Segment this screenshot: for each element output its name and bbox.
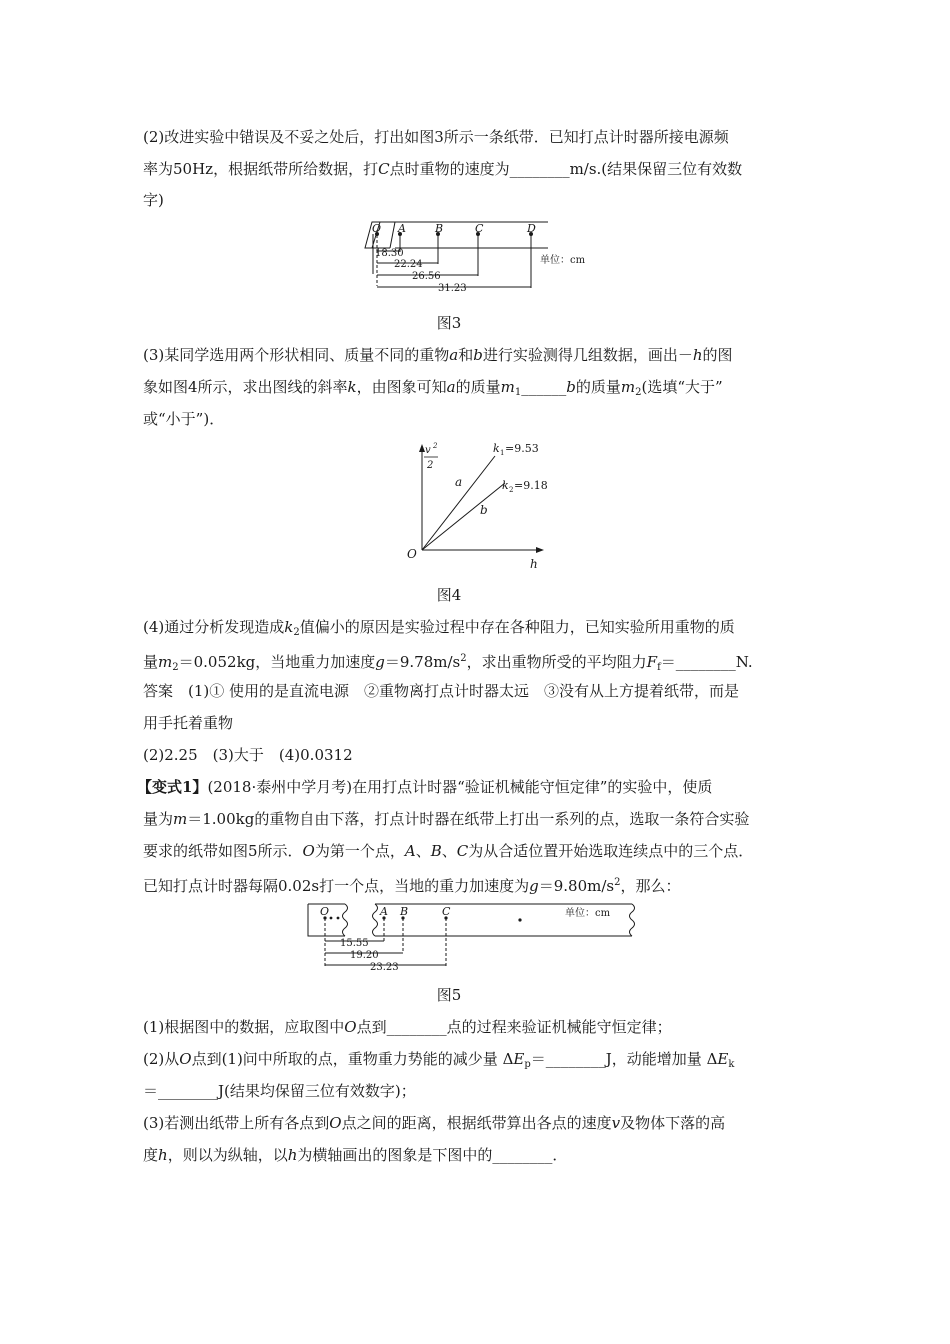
fig4-line-a: a [455, 475, 463, 489]
fig4-k1-sub: 1 [500, 449, 505, 457]
v1-t10: ，则以为纵轴，以 [167, 1146, 288, 1164]
q2-line2 [143, 159, 742, 179]
q3-line2: 象如图4所示，求出图线的斜率k，由图象可知a的质量$m_1\_\_\_\_\_\_b$的质量$m_2$(选填“大于” [143, 378, 723, 398]
variant-line3 [143, 841, 753, 861]
q4-t7: ＝________N. [660, 653, 753, 671]
fig4-y-num: v [425, 445, 431, 456]
fig4-y-den: 2 [427, 460, 434, 471]
fig5-dist-b: 19.20 [350, 950, 379, 961]
fig4-x-label: h [530, 557, 538, 571]
fig4-k2: k [502, 479, 509, 492]
v1-v: v [611, 1114, 621, 1132]
q4-t5: ＝9.78m/s [384, 653, 461, 671]
v1-line3: ＝________J(结果均保留三位有效数字)； [143, 1082, 416, 1100]
fig3-dist-d: 31.23 [438, 283, 467, 294]
fig3-label-d: D [527, 222, 536, 235]
fig3-dist-b: 22.24 [394, 259, 423, 270]
variant-t1: (2018·泰州中学月考)在用打点计时器“验证机械能守恒定律”的实验中，使质 [207, 778, 713, 796]
variant-t3: ＝1.00kg的重物自由下落，打点计时器在纸带上打出一系列的点，选取一条符合实验 [187, 810, 750, 828]
v1-o2: O [179, 1050, 192, 1068]
variant-t4: 要求的纸带如图5所示． [143, 842, 303, 860]
q2-text: 率为50Hz，根据纸带所给数据，打 [143, 160, 379, 178]
variant-line2 [143, 809, 749, 829]
fig4-caption: 图4 [436, 586, 462, 604]
v1-t7: 点之间的距离，根据纸带算出各点的速度 [341, 1114, 612, 1132]
variant-t9: ，那么： [620, 877, 681, 895]
variant-o: O [302, 842, 315, 860]
q2-line1: (2)改进实验中错误及不妥之处后，打出如图3所示一条纸带．已知打点计时器所接电源频 [143, 128, 729, 146]
q3-blank: ______ [521, 378, 567, 396]
v1-t2: 点到________点的过程来验证机械能守恒定律； [356, 1018, 672, 1036]
v1-o3: O [329, 1114, 342, 1132]
q4-m2: m [158, 653, 173, 671]
q3-t1: (3)某同学选用两个形状相同、质量不同的重物 [143, 346, 450, 364]
v1-t9: 度 [143, 1146, 159, 1164]
v1-line4 [143, 1113, 725, 1133]
q3-b: b [473, 346, 483, 364]
fig4-origin: O [407, 547, 417, 561]
q3-m1: m [500, 378, 515, 396]
fig5-dist-a: 15.55 [340, 938, 369, 949]
q3-line1 [143, 345, 733, 365]
answer-line3: (2)2.25 (3)大于 (4)0.0312 [143, 746, 353, 764]
q3-t9: (选填“大于” [641, 378, 723, 396]
q2-line3: 字) [143, 191, 164, 209]
fig3-label-b: B [435, 222, 444, 235]
q3-m2: m [620, 378, 636, 396]
fig3-label-o: O [372, 222, 382, 235]
q3-k: k [347, 378, 357, 396]
fig5-dist-c: 23.23 [370, 962, 399, 973]
variant-sep2: 、 [441, 842, 457, 860]
q4-line1: (4)通过分析发现造成$k_2$值偏小的原因是实验过程中存在各种阻力，已知实验所用重物的质 [143, 618, 735, 638]
q3-a2: a [446, 378, 456, 396]
figure-3 [0, 218, 950, 308]
fig5-unit: 单位：cm [565, 908, 611, 919]
v1-o: O [344, 1018, 357, 1036]
q3-t6: ，由图象可知 [356, 378, 447, 396]
variant-t5: 为第一个点， [314, 842, 405, 860]
fig3-dist-a: 18.30 [375, 248, 404, 259]
variant-t6: 为从合适位置开始选取连续点中的三个点． [468, 842, 754, 860]
fig5-dot-1 [330, 917, 333, 920]
fig4-k2-sub: 2 [509, 486, 514, 494]
variant-line1 [137, 777, 712, 797]
q4-g: g [375, 653, 385, 671]
answer-line2: 用手托着重物 [143, 714, 234, 732]
fig4-y-sup: 2 [433, 442, 438, 450]
figure-5 [0, 898, 950, 978]
v1-ek: E [717, 1050, 729, 1068]
q3-t7: 的质量 [455, 378, 501, 396]
q3-a: a [449, 346, 459, 364]
fig4-line-b: b [480, 503, 488, 517]
q3-line3: 或“小于”)． [143, 410, 225, 428]
answer-line1: 答案 (1)① 使用的是直流电源 ②重物离打点计时器太远 ③没有从上方提着纸带，而是 [143, 682, 740, 700]
v1-h: h [158, 1146, 168, 1164]
q4-t3: 量 [143, 653, 159, 671]
figure-4 [0, 438, 950, 578]
q3-t5: 象如图4所示，求出图线的斜率 [143, 378, 348, 396]
v1-t3: (2)从 [143, 1050, 180, 1068]
q4-t2: 值偏小的原因是实验过程中存在各种阻力，已知实验所用重物的质 [299, 618, 735, 636]
v1-t1: (1)根据图中的数据，应取图中 [143, 1018, 345, 1036]
v1-t4: 点到(1)问中所取的点，重物重力势能的减少量 Δ [191, 1050, 514, 1068]
v1-line1 [143, 1017, 672, 1037]
v1-line2: (2)从O点到(1)问中所取的点，重物重力势能的减少量 $\Delta E_p=\_\_\_\_\_\_\_\_J$，动能增加量 $\Delta E_k$ [143, 1050, 735, 1070]
fig3-caption: 图3 [436, 314, 462, 332]
v1-t11: 为横轴画出的图象是下图中的________． [297, 1146, 568, 1164]
fig5-label-a: A [380, 905, 388, 918]
v1-t5: ＝________J，动能增加量 Δ [530, 1050, 718, 1068]
q4-ff: F [646, 653, 658, 671]
q2-text-b: 点时重物的速度为________m/s.(结果保留三位有效数 [389, 160, 743, 178]
fig5-label-b: B [400, 905, 409, 918]
fig5-label-o: O [320, 905, 330, 918]
variant-line4: 已知打点计时器每隔0.02s打一个点，当地的重力加速度为$g=9.80m/s^2$，那么： [143, 877, 681, 895]
variant-c: C [456, 842, 469, 860]
v1-ep: E [513, 1050, 525, 1068]
fig5-dot-e [518, 918, 521, 921]
q3-t8: 的质量 [575, 378, 621, 396]
fig4-k2-value: =9.18 [514, 479, 548, 492]
fig3-dist-c: 26.56 [412, 271, 441, 282]
v1-h2: h [287, 1146, 298, 1164]
q4-k2: k [284, 618, 294, 636]
q3-t4: 的图 [702, 346, 733, 364]
q2-point: C [378, 160, 390, 178]
q3-b2: b [566, 378, 576, 396]
q4-t6: ，求出重物所受的平均阻力 [466, 653, 647, 671]
fig3-unit: 单位：cm [540, 255, 586, 266]
fig3-label-c: C [475, 222, 484, 235]
variant-t2: 量为 [143, 810, 174, 828]
q4-t1: (4)通过分析发现造成 [143, 618, 285, 636]
fig4-k1: k [493, 442, 500, 455]
variant-g: g [529, 877, 539, 895]
variant-m: m [173, 810, 188, 828]
variant-tag: 【变式1】 [137, 778, 208, 796]
q3-t3: 进行实验测得几组数据，画出－ [482, 346, 693, 364]
q3-t2: 和 [458, 346, 474, 364]
variant-t7: 已知打点计时器每隔0.02s打一个点，当地的重力加速度为 [143, 877, 530, 895]
q4-line2: 量$m_2=0.052kg$，当地重力加速度$g=9.78m/s^2$，求出重物所受的平均阻力$F_f=\_\_\_\_\_\_\_\_N$. [143, 653, 753, 673]
fig5-caption: 图5 [436, 986, 462, 1004]
v1-line5 [143, 1145, 567, 1165]
v1-t8: 及物体下落的高 [620, 1114, 726, 1132]
fig3-label-a: A [398, 222, 406, 235]
q4-t4: ＝0.052kg，当地重力加速度 [178, 653, 376, 671]
q3-h: h [692, 346, 703, 364]
fig5-dot-2 [337, 917, 340, 920]
variant-a: A [404, 842, 416, 860]
variant-sep1: 、 [415, 842, 431, 860]
v1-t6: (3)若测出纸带上所有各点到 [143, 1114, 330, 1132]
variant-t8: ＝9.80m/s [538, 877, 615, 895]
fig4-k1-value: =9.53 [505, 442, 539, 455]
variant-b: B [430, 842, 442, 860]
fig5-label-c: C [442, 905, 451, 918]
